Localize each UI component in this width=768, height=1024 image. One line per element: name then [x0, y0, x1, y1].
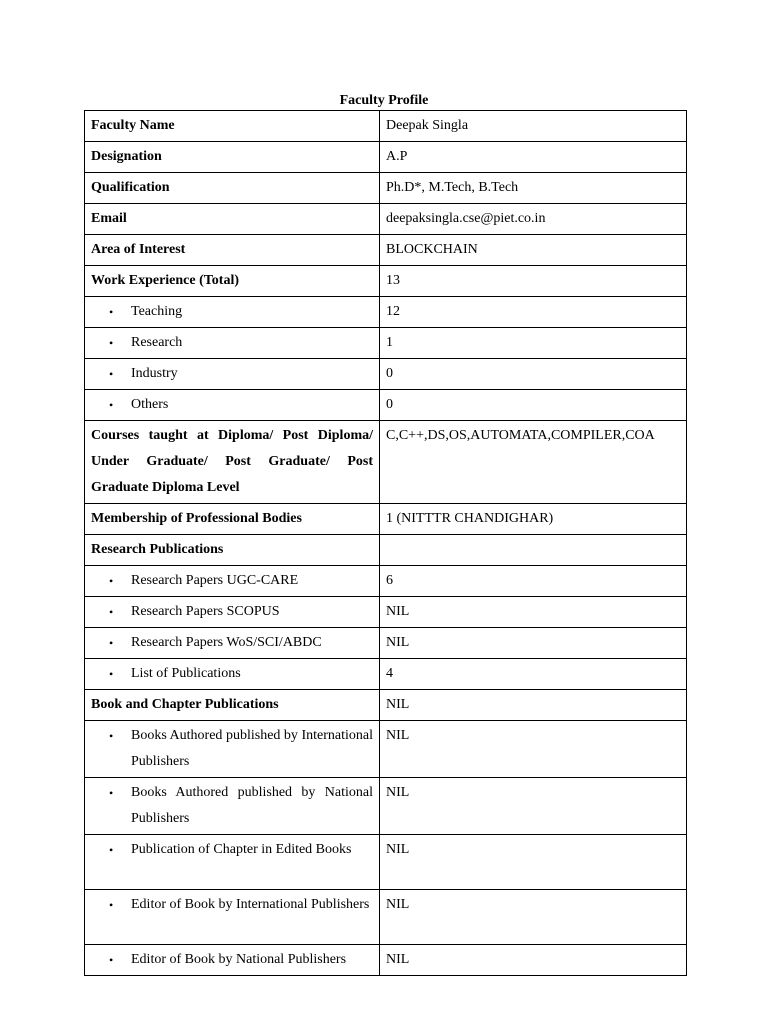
bullet-icon: •: [109, 398, 114, 412]
row-label-cell: [85, 566, 380, 597]
row-label: Designation: [85, 142, 380, 173]
row-label: Research: [131, 335, 183, 350]
row-label-cell: [85, 597, 380, 628]
row-label: Teaching: [131, 304, 183, 319]
table-row-research: [85, 328, 687, 359]
bullet-icon: •: [109, 729, 114, 743]
table-row-work-experience: [85, 266, 687, 297]
row-label: Qualification: [85, 173, 380, 204]
row-label: Area of Interest: [85, 235, 380, 266]
row-value: 0: [380, 359, 687, 390]
row-label-cell: [85, 390, 380, 421]
table-row-editor-international: [85, 890, 687, 945]
row-value: 4: [380, 659, 687, 690]
row-label: Books Authored published by International Publishers: [131, 728, 373, 769]
row-label-cell: [85, 628, 380, 659]
row-value: C,C++,DS,OS,AUTOMATA,COMPILER,COA: [380, 421, 687, 504]
row-label: Book and Chapter Publications: [85, 690, 380, 721]
row-value: 1: [380, 328, 687, 359]
row-value: 13: [380, 266, 687, 297]
bullet-icon: •: [109, 843, 114, 857]
row-label: Industry: [131, 366, 178, 381]
row-label-cell: [85, 835, 380, 890]
row-label-cell: [85, 359, 380, 390]
bullet-icon: •: [109, 574, 114, 588]
bullet-icon: •: [109, 305, 114, 319]
row-value: A.P: [380, 142, 687, 173]
row-label: Email: [85, 204, 380, 235]
table-row-wos: [85, 628, 687, 659]
row-label: Research Papers UGC-CARE: [131, 573, 299, 588]
table-row-faculty-name: [85, 111, 687, 142]
bullet-icon: •: [109, 667, 114, 681]
row-value: Deepak Singla: [380, 111, 687, 142]
row-label: Research Papers WoS/SCI/ABDC: [131, 635, 322, 650]
table-row-membership: [85, 504, 687, 535]
table-row-research-publications: [85, 535, 687, 566]
row-value: NIL: [380, 690, 687, 721]
row-value: Ph.D*, M.Tech, B.Tech: [380, 173, 687, 204]
table-row-teaching: [85, 297, 687, 328]
row-value: NIL: [380, 721, 687, 778]
row-value: 6: [380, 566, 687, 597]
row-label: Editor of Book by National Publishers: [131, 952, 347, 967]
row-label-cell: [85, 890, 380, 945]
row-label-cell: [85, 778, 380, 835]
table-row-list-of-publications: [85, 659, 687, 690]
row-label: Research Publications: [85, 535, 380, 566]
table-row-qualification: [85, 173, 687, 204]
table-row-book-chapter: [85, 690, 687, 721]
row-label: List of Publications: [131, 666, 241, 681]
row-label-cell: [85, 721, 380, 778]
row-label: Work Experience (Total): [85, 266, 380, 297]
table-row-others: [85, 390, 687, 421]
row-label-cell: [85, 659, 380, 690]
bullet-icon: •: [109, 786, 114, 800]
row-label: Books Authored published by National Publishers: [131, 785, 373, 826]
row-value: deepaksingla.cse@piet.co.in: [380, 204, 687, 235]
faculty-profile-table: [84, 110, 687, 976]
row-value: NIL: [380, 597, 687, 628]
row-label: Editor of Book by International Publishers: [131, 897, 370, 912]
row-label: Courses taught at Diploma/ Post Diploma/ Under Graduate/ Post Graduate/ Post Graduate Diploma Level: [85, 421, 380, 504]
bullet-icon: •: [109, 367, 114, 381]
row-value: NIL: [380, 835, 687, 890]
row-label-cell: [85, 945, 380, 976]
table-row-scopus: [85, 597, 687, 628]
table-row-books-national: [85, 778, 687, 835]
row-value: 1 (NITTTR CHANDIGHAR): [380, 504, 687, 535]
table-row-courses-taught: [85, 421, 687, 504]
row-value: NIL: [380, 890, 687, 945]
row-label: Research Papers SCOPUS: [131, 604, 280, 619]
table-row-area-of-interest: [85, 235, 687, 266]
bullet-icon: •: [109, 605, 114, 619]
row-value: NIL: [380, 945, 687, 976]
table-row-chapter-edited: [85, 835, 687, 890]
bullet-icon: •: [109, 336, 114, 350]
table-row-email: [85, 204, 687, 235]
bullet-icon: •: [109, 898, 114, 912]
document-title: Faculty Profile: [339, 93, 429, 108]
row-value: 0: [380, 390, 687, 421]
row-label: Faculty Name: [85, 111, 380, 142]
row-label-cell: [85, 328, 380, 359]
row-label: Others: [131, 397, 169, 412]
table-row-ugc-care: [85, 566, 687, 597]
row-value: NIL: [380, 778, 687, 835]
table-row-editor-national: [85, 945, 687, 976]
row-value: [380, 535, 687, 566]
table-row-books-international: [85, 721, 687, 778]
row-value: NIL: [380, 628, 687, 659]
table-row-industry: [85, 359, 687, 390]
row-value: BLOCKCHAIN: [380, 235, 687, 266]
row-value: 12: [380, 297, 687, 328]
bullet-icon: •: [109, 953, 114, 967]
row-label: Publication of Chapter in Edited Books: [131, 842, 352, 857]
table-row-designation: [85, 142, 687, 173]
row-label: Membership of Professional Bodies: [85, 504, 380, 535]
row-label-cell: [85, 297, 380, 328]
bullet-icon: •: [109, 636, 114, 650]
